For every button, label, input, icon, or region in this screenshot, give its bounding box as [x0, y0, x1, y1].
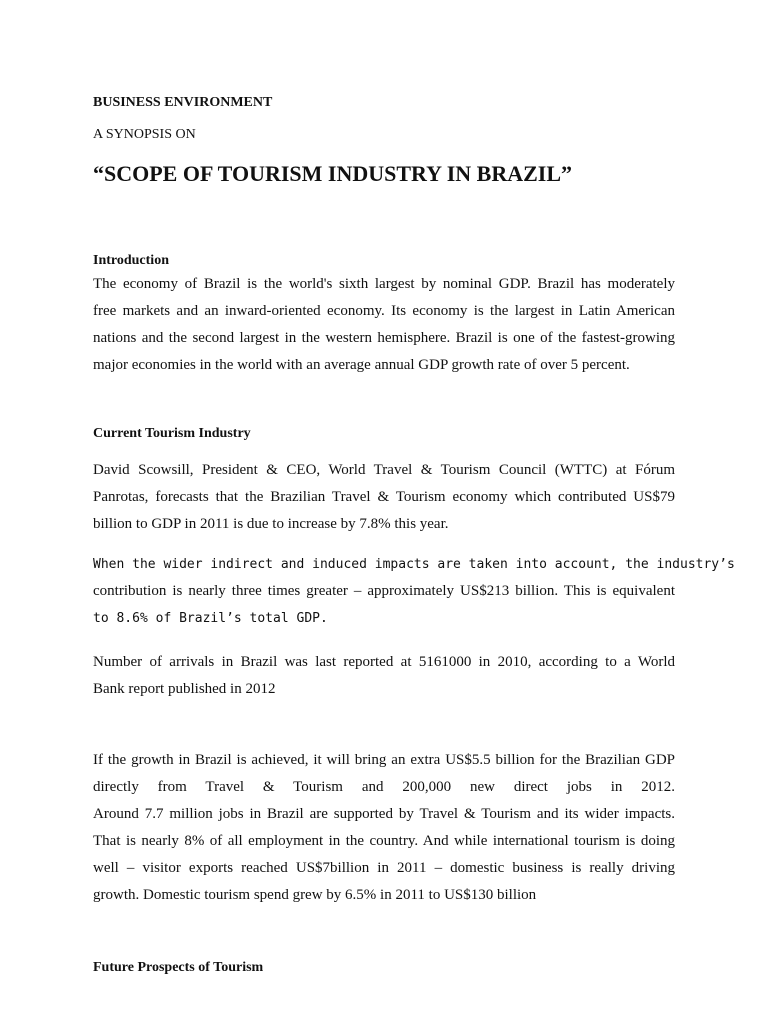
paragraph-line: billion to GDP in 2011 is due to increase by 7.8% this year. [93, 516, 449, 532]
introduction-paragraph [93, 271, 675, 379]
paragraph-line: When the wider indirect and induced impacts are taken into account, the industry’s [93, 557, 735, 572]
paragraph-line: free markets and an inward-oriented economy. Its economy is the largest in Latin American [93, 303, 675, 319]
section-heading-introduction: Introduction [93, 253, 169, 268]
paragraph-line: David Scowsill, President & CEO, World Travel & Tourism Council (WTTC) at Fórum [93, 462, 675, 478]
section-heading-future-prospects: Future Prospects of Tourism [93, 960, 264, 975]
paragraph-line: directly from Travel & Tourism and 200,000 new direct jobs in 2012. [93, 779, 675, 795]
paragraph-line: contribution is nearly three times greater – approximately US$213 billion. This is equivalent [93, 583, 675, 599]
section-heading-current-tourism: Current Tourism Industry [93, 426, 251, 441]
paragraph-line: to 8.6% of Brazil’s total GDP. [93, 611, 328, 626]
paragraph-line: The economy of Brazil is the world's sixth largest by nominal GDP. Brazil has moderately [93, 276, 675, 292]
header-label: BUSINESS ENVIRONMENT [93, 95, 273, 110]
current-tourism-paragraph-4 [93, 747, 675, 909]
page-title: “SCOPE OF TOURISM INDUSTRY IN BRAZIL” [93, 161, 573, 186]
paragraph-line: growth. Domestic tourism spend grew by 6.5% in 2011 to US$130 billion [93, 887, 537, 903]
paragraph-line: well – visitor exports reached US$7billion in 2011 – domestic business is really driving [93, 860, 675, 876]
paragraph-line: Around 7.7 million jobs in Brazil are supported by Travel & Tourism and its wider impacts. [93, 806, 675, 822]
paragraph-line: If the growth in Brazil is achieved, it will bring an extra US$5.5 billion for the Brazilian GDP [93, 752, 675, 768]
paragraph-line: That is nearly 8% of all employment in the country. And while international tourism is doing [93, 833, 675, 849]
current-tourism-paragraph-1 [93, 457, 675, 538]
current-tourism-paragraph-3 [93, 649, 675, 703]
paragraph-line: Bank report published in 2012 [93, 681, 276, 697]
paragraph-line: major economies in the world with an average annual GDP growth rate of over 5 percent. [93, 357, 630, 373]
current-tourism-paragraph-2 [93, 551, 735, 632]
paragraph-line: Number of arrivals in Brazil was last reported at 5161000 in 2010, according to a World [93, 654, 675, 670]
paragraph-line: nations and the second largest in the western hemisphere. Brazil is one of the fastest-growing [93, 330, 675, 346]
subheader: A SYNOPSIS ON [93, 127, 196, 142]
paragraph-line: Panrotas, forecasts that the Brazilian Travel & Tourism economy which contributed US$79 [93, 489, 675, 505]
